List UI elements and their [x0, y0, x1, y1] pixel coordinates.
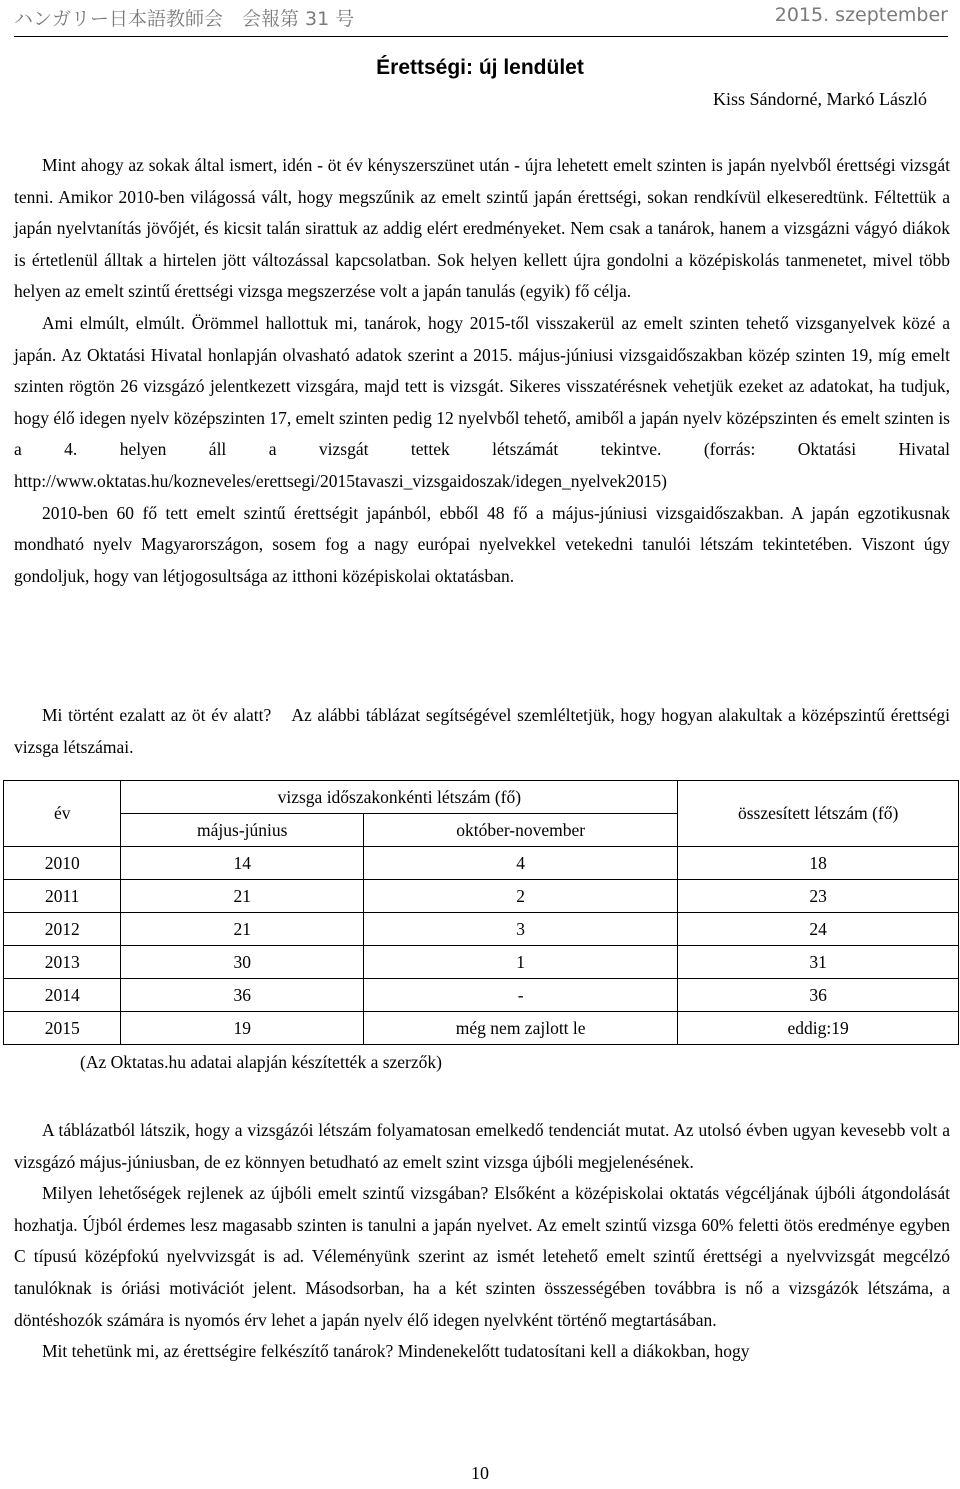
page-header — [14, 2, 948, 37]
table-row — [4, 979, 959, 1012]
table-row — [4, 880, 959, 913]
header-date: 2015. szeptember — [774, 4, 948, 26]
cell-may-june: 19 — [121, 1012, 364, 1045]
table-row — [4, 913, 959, 946]
table-row — [4, 847, 959, 880]
cell-may-june: 30 — [121, 946, 364, 979]
table-row — [4, 1012, 959, 1045]
cell-may-june: 21 — [121, 913, 364, 946]
column-header-year: év — [4, 781, 121, 847]
cell-year: 2015 — [4, 1012, 121, 1045]
table-header-row — [4, 781, 959, 814]
column-header-may-june: május-június — [121, 814, 364, 847]
article-title: Érettségi: új lendület — [376, 56, 584, 79]
cell-year: 2011 — [4, 880, 121, 913]
body-text-top — [14, 150, 950, 592]
table-intro — [14, 700, 950, 763]
paragraph: Mit tehetünk mi, az érettségire felkészítő tanárok? Mindenekelőtt tudatosítani kell a diákokban, hogy — [42, 1341, 750, 1362]
cell-year: 2013 — [4, 946, 121, 979]
paragraph: A táblázatból látszik, hogy a vizsgázói létszám folyamatosan emelkedő tendenciát mutat. Az utolsó évben ugyan kevesebb volt a vizsgázó május-júniusban, de ez könnyen betudható az emelt szint vizsga újbóli megjelenésének. — [14, 1120, 950, 1172]
cell-oct-nov: 1 — [364, 946, 678, 979]
cell-oct-nov: 3 — [364, 913, 678, 946]
exam-count-table — [3, 780, 959, 1045]
cell-total: 31 — [678, 946, 959, 979]
cell-oct-nov: még nem zajlott le — [364, 1012, 678, 1045]
column-header-total: összesített létszám (fő) — [678, 781, 959, 847]
table-row — [4, 946, 959, 979]
paragraph: Mint ahogy az sokak által ismert, idén - öt év kényszerszünet után - újra lehetett emelt szinten is japán nyelvből érettségi vizsgát tenni. Amikor 2010-ben világossá vált, hogy megszűnik az emelt szintű japán érettségi, sokan rendkívül elkeseredtünk. Féltettük a japán nyelvtanítás jövőjét, és kicsit talán sirattuk az addig elért eredményeket. Nem csak a tanárok, hanem a vizsgázni vágyó diákok is értetlenül álltak a hirtelen jött változással kapcsolatban. Sok helyen kellett újra gondolni a középiskolás tanmenetet, mivel több helyen az emelt szintű érettségi vizsga megszerzése volt a japán tanulás (egyik) fő célja. — [14, 155, 950, 302]
cell-total: 24 — [678, 913, 959, 946]
table-source-note: (Az Oktatas.hu adatai alapján készítették a szerzők) — [80, 1052, 442, 1072]
cell-oct-nov: 4 — [364, 847, 678, 880]
column-header-oct-nov: október-november — [364, 814, 678, 847]
cell-may-june: 14 — [121, 847, 364, 880]
cell-total: 18 — [678, 847, 959, 880]
cell-year: 2012 — [4, 913, 121, 946]
cell-oct-nov: - — [364, 979, 678, 1012]
cell-year: 2014 — [4, 979, 121, 1012]
paragraph: Ami elmúlt, elmúlt. Örömmel hallottuk mi, tanárok, hogy 2015-től visszakerül az emelt szinten tehető vizsganyelvek közé a japán. Az Oktatási Hivatal honlapján olvasható adatok szerint a 2015. május-júniusi vizsgaidőszakban közép szinten 19, míg emelt szinten rögtön 26 vizsgázó jelentkezett vizsgára, majd tett is vizsgát. Sikeres visszatérésnek vehetjük ezeket az adatokat, ha tudjuk, hogy élő idegen nyelv középszinten 17, emelt szinten pedig 12 nyelvből tehető, amiből a japán nyelv középszinten és emelt szinten is a 4. helyen áll a vizsgát tettek létszámát tekintve. (forrás: Oktatási Hivatal http://www.oktatas.hu/kozneveles/erettsegi/2015tavaszi_vizsgaidoszak/idegen_nyelvek2015) — [14, 312, 950, 491]
cell-total: 36 — [678, 979, 959, 1012]
page-number: 10 — [471, 1463, 489, 1483]
cell-oct-nov: 2 — [364, 880, 678, 913]
paragraph: 2010-ben 60 fő tett emelt szintű érettségit japánból, ebből 48 fő a május-júniusi vizsgaidőszakban. A japán egzotikusnak mondható nyelv Magyarországon, sosem fog a nagy európai nyelvekkel vetekedni tanulói létszám tekintetében. Viszont úgy gondoljuk, hogy van létjogosultsága az itthoni középiskolai oktatásban. — [14, 502, 950, 586]
header-publication: ハンガリー日本語教師会 会報第 31 号 — [14, 8, 355, 30]
column-header-period-group: vizsga időszakonkénti létszám (fő) — [121, 781, 678, 814]
paragraph: Mi történt ezalatt az öt év alatt? Az alábbi táblázat segítségével szemléltetjük, hogy hogyan alakultak a középszintű érettségi vizsga létszámai. — [14, 705, 950, 757]
article-authors: Kiss Sándorné, Markó László — [713, 89, 927, 109]
cell-total: eddig:19 — [678, 1012, 959, 1045]
cell-year: 2010 — [4, 847, 121, 880]
paragraph: Milyen lehetőségek rejlenek az újbóli emelt szintű vizsgában? Elsőként a középiskolai oktatás végcéljának újbóli átgondolását hozhatja. Újból érdemes lesz magasabb szinten is tanulni a japán nyelvet. Az emelt szintű vizsga 60% feletti ötös eredménye egyben C típusú középfokú nyelvvizsgát is ad. Véleményünk szerint az ismét letehető emelt szintű érettségi a nyelvvizsgát megcélzó tanulóknak is óriási motivációt jelent. Másodsorban, ha a két szinten összességében továbbra is nő a vizsgázók létszáma, a döntéshozók számára is nyomós érv lehet a japán nyelv élő idegen nyelvként történő megtartásában. — [14, 1183, 950, 1330]
body-text-bottom — [14, 1115, 950, 1368]
cell-total: 23 — [678, 880, 959, 913]
cell-may-june: 21 — [121, 880, 364, 913]
cell-may-june: 36 — [121, 979, 364, 1012]
